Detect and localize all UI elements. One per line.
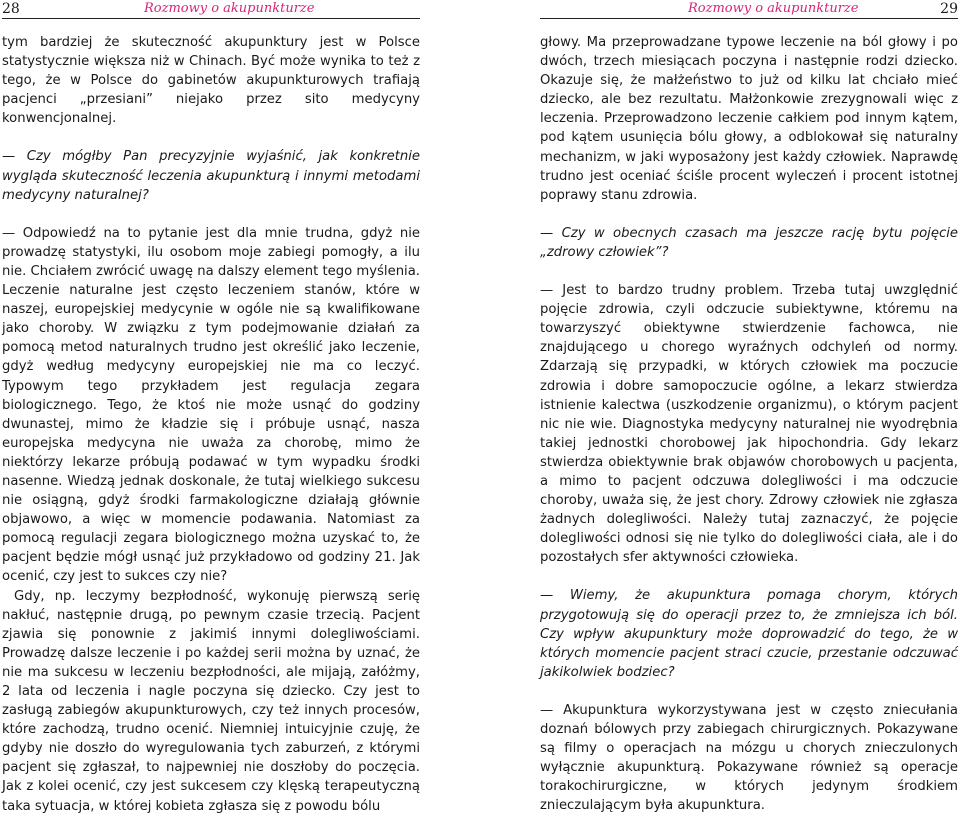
running-title: Rozmowy o akupunkturze: [144, 1, 315, 16]
running-title: Rozmowy o akupunkturze: [688, 1, 859, 16]
header-rule: [2, 18, 420, 19]
interviewer-question: — Czy mógłby Pan precyzyjnie wyjaśnić, jak konkretnie wygląda skuteczność leczenia akupunkturą i innymi metodami medycyny naturalnej?: [2, 149, 420, 203]
left-page: [2, 0, 420, 814]
page-number: 28: [2, 1, 20, 17]
left-page-text: [2, 33, 420, 816]
page-number: 29: [940, 1, 958, 17]
answer-paragraph: — Akupunktura wykorzystywana jest w często zniecułania doznań bólowych przy zabiegach chirurgicznych. Pokazywane są filmy o operacjach na mózgu u chorych znieczulonych wyłącznie akupunkturą. Pokazywane również są operacje torakochirurgiczne, w których jedynym środkiem znieczulającym była akupunktura.: [540, 702, 958, 814]
right-page: [540, 0, 958, 814]
answer-paragraph: — Jest to bardzo trudny problem. Trzeba tutaj uwzględnić pojęcie zdrowia, czyli odczucie subiektywne, któremu na towarzyszyć obiektywne stwierdzenie fachowca, nie znajdującego u chorego wyraźnych odchyleń od normy. Zdarzają się przypadki, w których człowiek ma poczucie zdrowia i dobre samopoczucie ogólne, a lekarz stwierdza istnienie kalectwa (uszkodzenie organizmu), o którym pacjent nic nie wie. Diagnostyka medycyny naturalnej nie wyodrębnia takiej jednostki chorobowej jak hipochondria. Gdy lekarz stwierdza obiektywnie brak objawów chorobowych u pacjenta, a mimo to pacjent odczuwa dolegliwości i ma odczucie choroby, uważa się, że jest chory. Zdrowy człowiek nie zgłasza żadnych dolegliwości. Należy tutaj zaznaczyć, że pojęcie dolegliwości odnosi się nie tylko do dolegliwości ciała, ale i do pozostałych sfer aktywności człowieka.: [540, 283, 958, 566]
answer-paragraph: tym bardziej że skuteczność akupunktury jest w Polsce statystycznie większa niż w Chinach. Być może wynika to też z tego, że w Polsce do gabinetów akupunkturowych trafiają pacjenci „przesiani” niejako przez sito medycyny konwencjonalnej.: [2, 35, 420, 127]
right-page-header: [540, 0, 958, 20]
left-page-header: [2, 0, 420, 20]
header-rule: [540, 18, 958, 19]
right-page-text: [540, 33, 958, 815]
answer-paragraph: Gdy, np. leczymy bezpłodność, wykonuję pierwszą serię nakłuć, następnie drugą, po pewnym czasie trzecią. Pacjent zjawia się ponownie z jakimiś innymi dolegliwościami. Prowadzę dalsze leczenie i po każdej serii można by uznać, że nie ma sukcesu w leczeniu bezpłodności, ale mijają, załóżmy, 2 lata od leczenia i nagle poczyna się dziecko. Czy jest to zasługą zabiegów akupunkturowych, czy też innych procesów, które zachodzą, trudno ocenić. Niemniej intuicyjnie czuję, że gdyby nie doszło do wyregulowania tych zaburzeń, z którymi pacjent się zgłaszał, to najpewniej nie doszłoby do poczęcia. Jak z kolei ocenić, czy jest sukcesem czy klęską terapeutyczną taka sytuacja, w której kobieta zgłasza się z powodu bólu: [2, 588, 420, 814]
answer-paragraph: — Odpowiedź na to pytanie jest dla mnie trudna, gdyż nie prowadzę statystyki, ilu osobom moje zabiegi pomogły, a ilu nie. Chciałem zwrócić uwagę na dalszy element tego myślenia. Leczenie naturalne jest często leczeniem stanów, które w naszej, europejskiej medycynie w ogóle nie są kwalifikowane jako choroby. W związku z tym podejmowanie działań za pomocą metod naturalnych trudno jest określić jako leczenie, gdyż według medycyny europejskiej nie ma co leczyć. Typowym tego przykładem jest regulacja zegara biologicznego. Tego, że ktoś nie może usnąć do godziny dwunastej, mimo że kładzie się i próbuje usnąć, nasza europejska medycyna nie uważa za chorobę, mimo że niektórzy lekarze próbują podawać w tym wypadku środki nasenne. Wiedzą jednak doskonale, że tutaj wielkiego sukcesu nie osiągną, gdyż środki farmakologiczne działają głównie objawowo, a więc w momencie podawania. Natomiast za pomocą regulacji zegara biologicznego można uzyskać to, że pacjent będzie mógł usnąć już przykładowo od godziny 21. Jak ocenić, czy jest to sukces czy nie?: [2, 225, 420, 585]
answer-paragraph: głowy. Ma przeprowadzane typowe leczenie na ból głowy i po dwóch, trzech miesiącach poczyna i następnie rodzi dziecko. Okazuje się, że małżeństwo to już od kilku lat chciało mieć dziecko, ale bez rezultatu. Małżonkowie zrezygnowali więc z leczenia. Przeprowadzono leczenie całkiem pod innym kątem, pod kątem usunięcia bólu głowy, a odblokował się naturalny mechanizm, w jaki wyposażony jest każdy człowiek. Naprawdę trudno jest oceniać ściśle procent wyleczeń i procent istotnej poprawy stanu zdrowia.: [540, 35, 958, 203]
interviewer-question: — Czy w obecnych czasach ma jeszcze rację bytu pojęcie „zdrowy człowiek”?: [540, 225, 958, 260]
interviewer-question: — Wiemy, że akupunktura pomaga chorym, których przygotowują się do operacji przez to, że zmniejsza ich ból. Czy wpływ akupunktury może doprowadzić do tego, że w których momencie pacjent straci czucie, przestanie odczuwać jakikolwiek bodziec?: [540, 588, 958, 680]
